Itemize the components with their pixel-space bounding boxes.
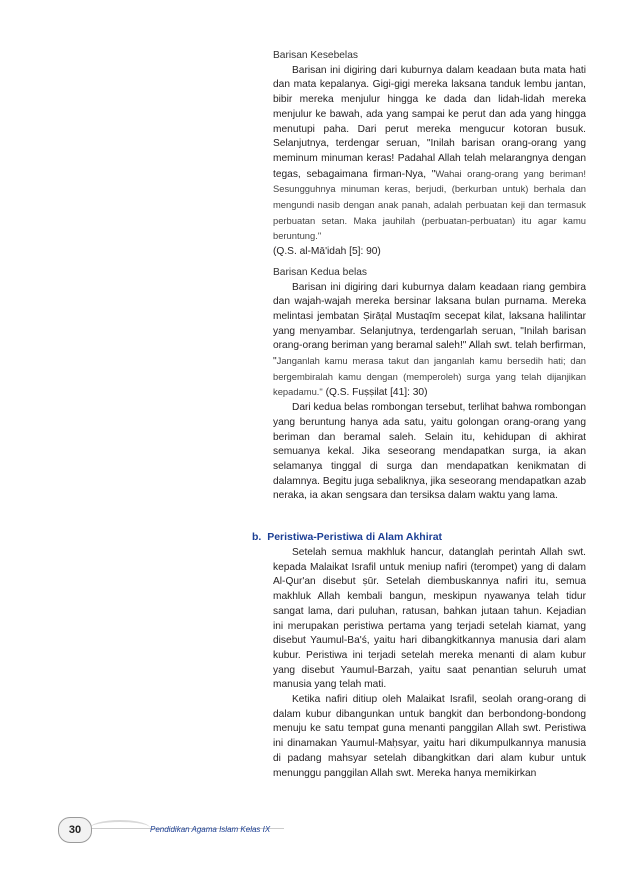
barisan-kedua-belas-paragraph <box>273 281 586 402</box>
quran-quote: Janganlah kamu merasa takut dan janganlah kamu bersedih hati; dan bergembiralah kamu dengan (memperoleh) surga yang telah dijanjikan kepadamu." <box>273 355 586 398</box>
barisan-kesebelas-heading: Barisan Kesebelas <box>273 50 358 61</box>
section-b-heading <box>252 531 442 543</box>
section-title: Peristiwa-Peristiwa di Alam Akhirat <box>267 531 443 543</box>
paragraph-text: Barisan ini digiring dari kuburnya dalam keadaan riang gembira dan wajah-wajah mereka bersinar laksana bulan purnama. Mereka melintasi jembatan Ṣirāṭal Mustaqīm secepat kilat, laksana halilintar yang menyambar. Selanjutnya, terdengarlah seruan, "Inilah barisan orang-orang beriman yang beramal saleh!" Allah swt. telah berfirman, " <box>273 281 586 368</box>
section-b-paragraph-1: Setelah semua makhluk hancur, datanglah perintah Allah swt. kepada Malaikat Israfil untuk meniup nafiri (terompet) yang di dalam Al-Qur'an disebut ṣūr. Setelah diembuskannya nafiri itu, semua makhluk Allah kembali bangun, meskipun nyawanya telah tidur sangat lama, dari puluhan, ratusan, bahkan jutaan tahun. Kejadian ini merupakan peristiwa pertama yang terjadi setelah kiamat, yang disebut Yaumul-Ba'ś, yaitu hari dibangkitkannya manusia dari alam kubur. Peristiwa ini terjadi setelah mereka menanti di alam kubur yang disebut Yaumul-Barzah, yaitu saat penantian seluruh umat manusia yang telah mati. <box>273 547 586 691</box>
barisan-kesebelas-paragraph <box>273 64 586 260</box>
section-b-column <box>273 546 586 781</box>
paragraph-text: Barisan ini digiring dari kuburnya dalam keadaan buta mata hati dan mata kepalanya. Gigi-gigi mereka laksana tanduk lembu jantan, bibir mereka menjulur hingga ke dada dan lidah-lidah mereka menjulur ke bawah, ada yang sampai ke perut dan ada yang hingga menutupi paha. Dari perut mereka mengucur kotoran busuk. Selanjutnya, terdengar seruan, "Inilah barisan orang-orang yang meminum minuman keras! Padahal Allah telah melarangnya dengan tegas, sebagaimana firman-Nya, " <box>273 64 586 180</box>
summary-paragraph: Dari kedua belas rombongan tersebut, terlihat bahwa rombongan yang beruntung hanya ada satu, yaitu golongan orang-orang yang beriman dan beramal saleh. Selain itu, kehidupan di akhirat semuanya kekal. Jika seseorang mendapatkan surga, ia akan selamanya tinggal di surga dan mendapatkan kenikmatan di dalamnya. Begitu juga sebaliknya, jika seseorang mendapatkan azab neraka, ia akan sengsara dan tersiksa dalam waktu yang lama. <box>273 402 586 502</box>
footer-swoosh-icon <box>90 820 150 836</box>
quran-reference: (Q.S. al-Mā'idah [5]: 90) <box>273 246 381 258</box>
barisan-kedua-belas-heading: Barisan Kedua belas <box>273 266 368 278</box>
section-b-paragraph-2: Ketika nafiri ditiup oleh Malaikat Israfil, seolah orang-orang di dalam kubur dibangunkan untuk bangkit dan berbondong-bondong menuju ke satu tempat guna menanti panggilan Allah swt. Peristiwa ini dinamakan Yaumul-Maḥsyar, yaitu hari dikumpulkannya manusia di padang mahsyar setelah dibangkitkan dari alam kubur untuk menunggu panggilan Allah swt. Mereka hanya memikirkan <box>273 694 586 779</box>
page-number: 30 <box>58 817 92 843</box>
footer-book-title: Pendidikan Agama Islam Kelas IX <box>150 825 271 834</box>
main-column <box>273 49 586 504</box>
quran-reference: (Q.S. Fuṣṣilat [41]: 30) <box>325 387 428 399</box>
section-marker: b. <box>252 531 262 543</box>
quran-quote: Wahai orang-orang yang beriman! Sesungguhnya minuman keras, berjudi, (berkurban untuk) berhala dan mengundi nasib dengan anak panah, adalah perbuatan keji dan termasuk perbuatan setan. Maka jauhilah (perbuatan-perbuatan) itu agar kamu beruntung." <box>273 167 586 242</box>
